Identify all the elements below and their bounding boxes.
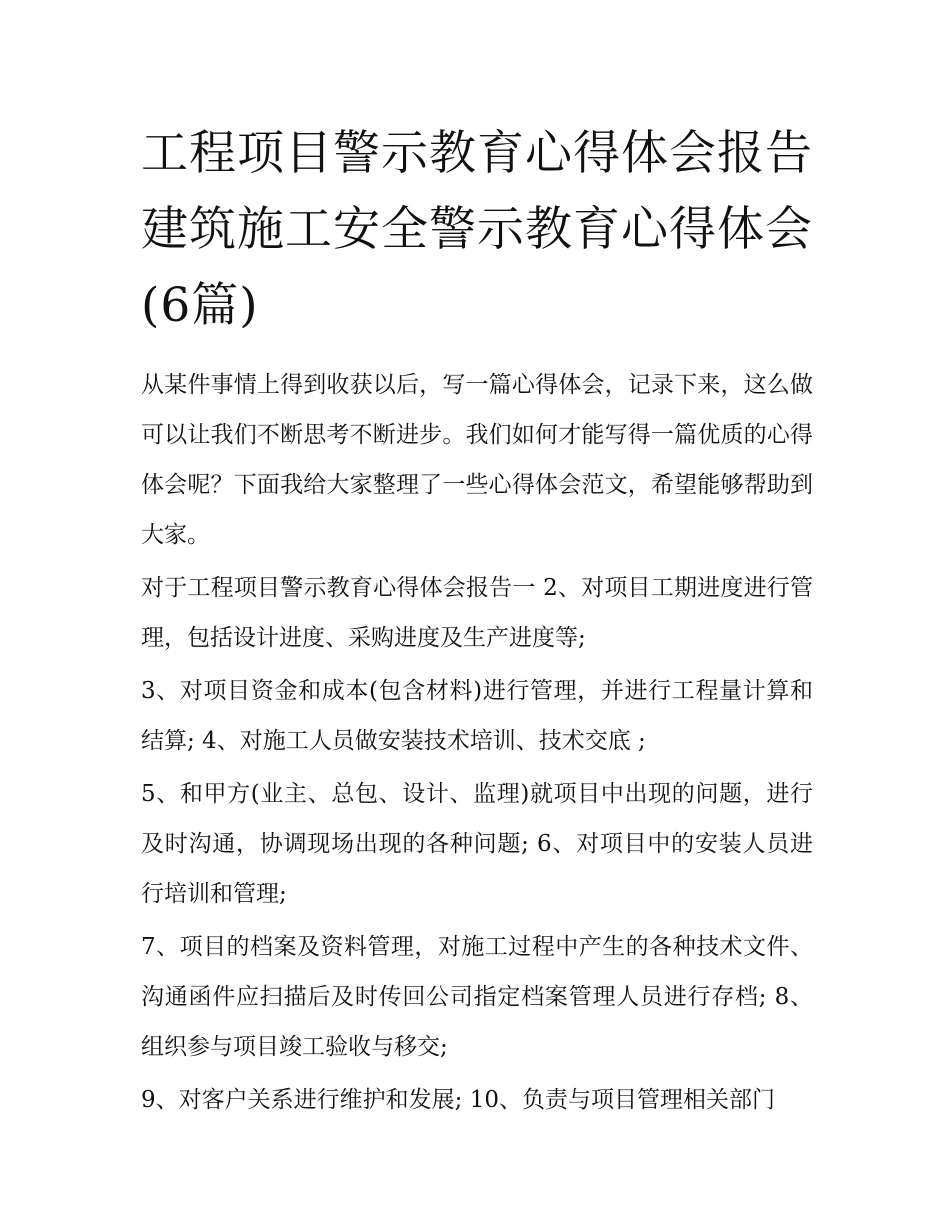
paragraph-item-9-10: 9、对客户关系进行维护和发展; 10、负责与项目管理相关部门 <box>141 1087 775 1113</box>
paragraph-item-2: 对于工程项目警示教育心得体会报告一 2、对项目工期进度进行管理，包括设计进度、采购进度及生产进度等; <box>141 575 813 651</box>
paragraph-item-3-4: 3、对项目资金和成本(包含材料)进行管理，并进行工程量计算和结算; 4、对施工人员做安装技术培训、技术交底 ; <box>141 678 813 754</box>
paragraph-item-5-6: 5、和甲方(业主、总包、设计、监理)就项目中出现的问题，进行及时沟通，协调现场出现的各种问题; 6、对项目中的安装人员进行培训和管理; <box>141 781 813 907</box>
paragraph-item-7-8: 7、项目的档案及资料管理，对施工过程中产生的各种技术文件、沟通函件应扫描后及时传回公司指定档案管理人员进行存档; 8、组织参与项目竣工验收与移交; <box>141 934 813 1060</box>
document-title: 工程项目警示教育心得体会报告 建筑施工安全警示教育心得体会(6篇) <box>141 126 813 333</box>
document-body <box>141 116 813 1128</box>
paragraph-intro: 从某件事情上得到收获以后，写一篇心得体会，记录下来，这么做可以让我们不断思考不断进步。我们如何才能写得一篇优质的心得体会呢？下面我给大家整理了一些心得体会范文，希望能够帮助到大家。 <box>141 372 813 548</box>
